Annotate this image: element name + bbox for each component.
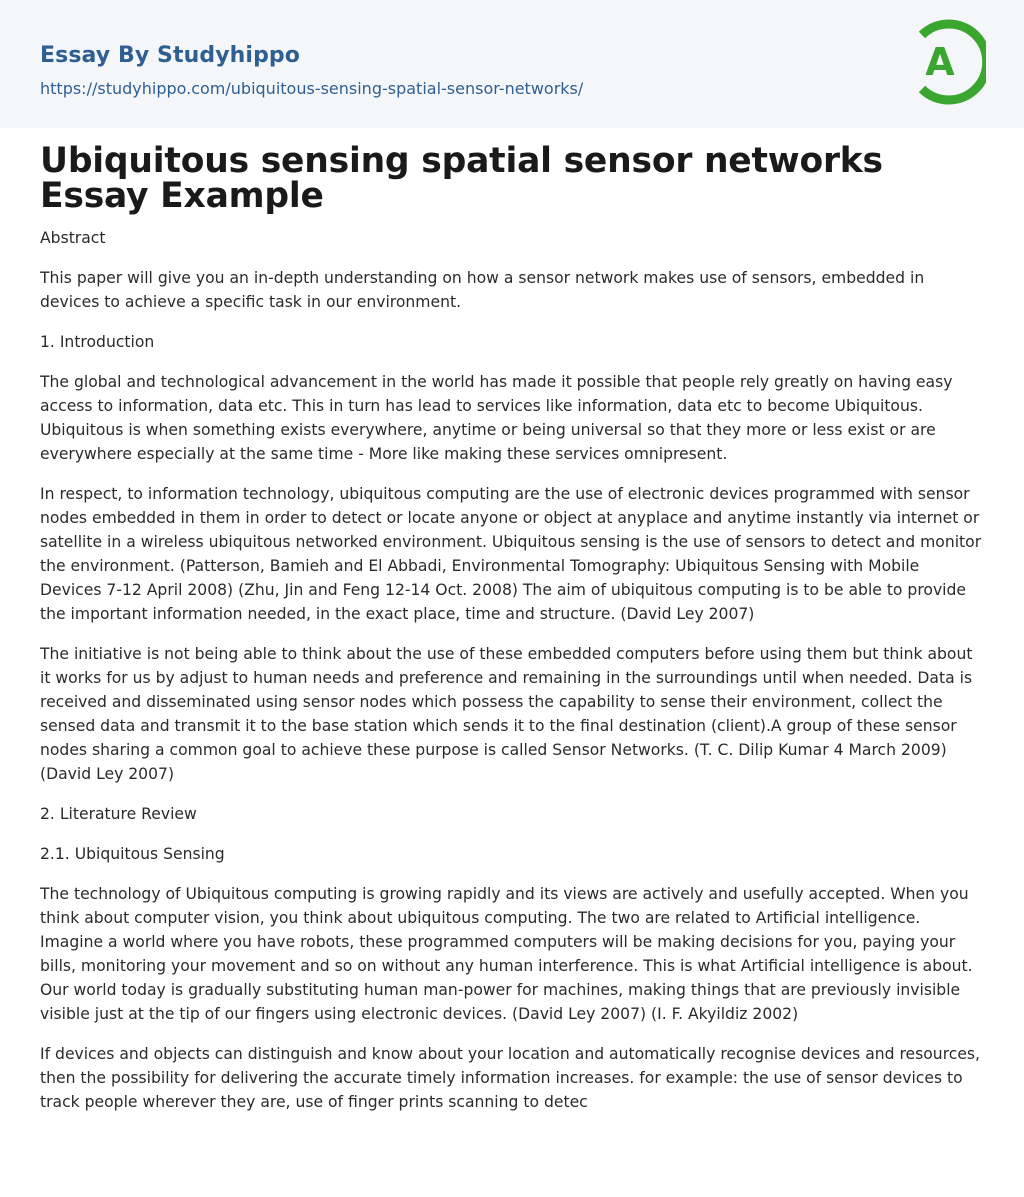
- site-brand[interactable]: Essay By Studyhippo: [40, 43, 300, 68]
- site-header: [0, 0, 1024, 128]
- studyhippo-logo-icon[interactable]: [914, 18, 986, 106]
- abstract-paragraph: This paper will give you an in-depth understanding on how a sensor network makes use of sensors, embedded in devices to achieve a specific task in our environment.: [40, 269, 925, 311]
- article: [0, 141, 1024, 1114]
- source-url-link[interactable]: https://studyhippo.com/ubiquitous-sensing-spatial-sensor-networks/: [40, 79, 584, 98]
- introduction-heading: 1. Introduction: [40, 333, 155, 351]
- introduction-paragraph-1: The global and technological advancement in the world has made it possible that people rely greatly on having easy access to information, data etc. This in turn has lead to services like information, data etc to become Ubiquitous. Ubiquitous is when something exists everywhere, anytime or being universal so that they more or less exist or are everywhere especially at the same time - More like making these services omnipresent.: [40, 373, 953, 463]
- ubiquitous-sensing-paragraph-2: If devices and objects can distinguish and know about your location and automatically recognise devices and resources, then the possibility for delivering the accurate timely information increases. for example: the use of sensor devices to track people wherever they are, use of finger prints scanning to detec: [40, 1045, 981, 1111]
- logo-letter: A: [925, 40, 955, 84]
- introduction-paragraph-3: The initiative is not being able to think about the use of these embedded computers before using them but think about it works for us by adjust to human needs and preference and remaining in the surroundings until when needed. Data is received and disseminated using sensor nodes which possess the capability to sense their environment, collect the sensed data and transmit it to the base station which sends it to the final destination (client).A group of these sensor nodes sharing a common goal to achieve these purpose is called Sensor Networks. (T. C. Dilip Kumar 4 March 2009) (David Ley 2007): [40, 645, 973, 783]
- ubiquitous-sensing-paragraph-1: The technology of Ubiquitous computing is growing rapidly and its views are actively and usefully accepted. When you think about computer vision, you think about ubiquitous computing. The two are related to Artificial intelligence. Imagine a world where you have robots, these programmed computers will be making decisions for you, paying your bills, monitoring your movement and so on without any human interference. This is what Artificial intelligence is about. Our world today is gradually substituting human man-power for machines, making things that are previously invisible visible just at the tip of our fingers using electronic devices. (David Ley 2007) (I. F. Akyildiz 2002): [40, 885, 973, 1023]
- introduction-paragraph-2: In respect, to information technology, ubiquitous computing are the use of electronic devices programmed with sensor nodes embedded in them in order to detect or locate anyone or object at anyplace and anytime instantly via internet or satellite in a wireless ubiquitous networked environment. Ubiquitous sensing is the use of sensors to detect and monitor the environment. (Patterson, Bamieh and El Abbadi, Environmental Tomography: Ubiquitous Sensing with Mobile Devices 7-12 April 2008) (Zhu, Jin and Feng 12-14 Oct. 2008) The aim of ubiquitous computing is to be able to provide the important information needed, in the exact place, time and structure. (David Ley 2007): [40, 485, 982, 623]
- ubiquitous-sensing-heading: 2.1. Ubiquitous Sensing: [40, 845, 225, 863]
- essay-title: Ubiquitous sensing spatial sensor networks Essay Example: [40, 141, 883, 216]
- literature-review-heading: 2. Literature Review: [40, 805, 197, 823]
- abstract-heading: Abstract: [40, 229, 106, 247]
